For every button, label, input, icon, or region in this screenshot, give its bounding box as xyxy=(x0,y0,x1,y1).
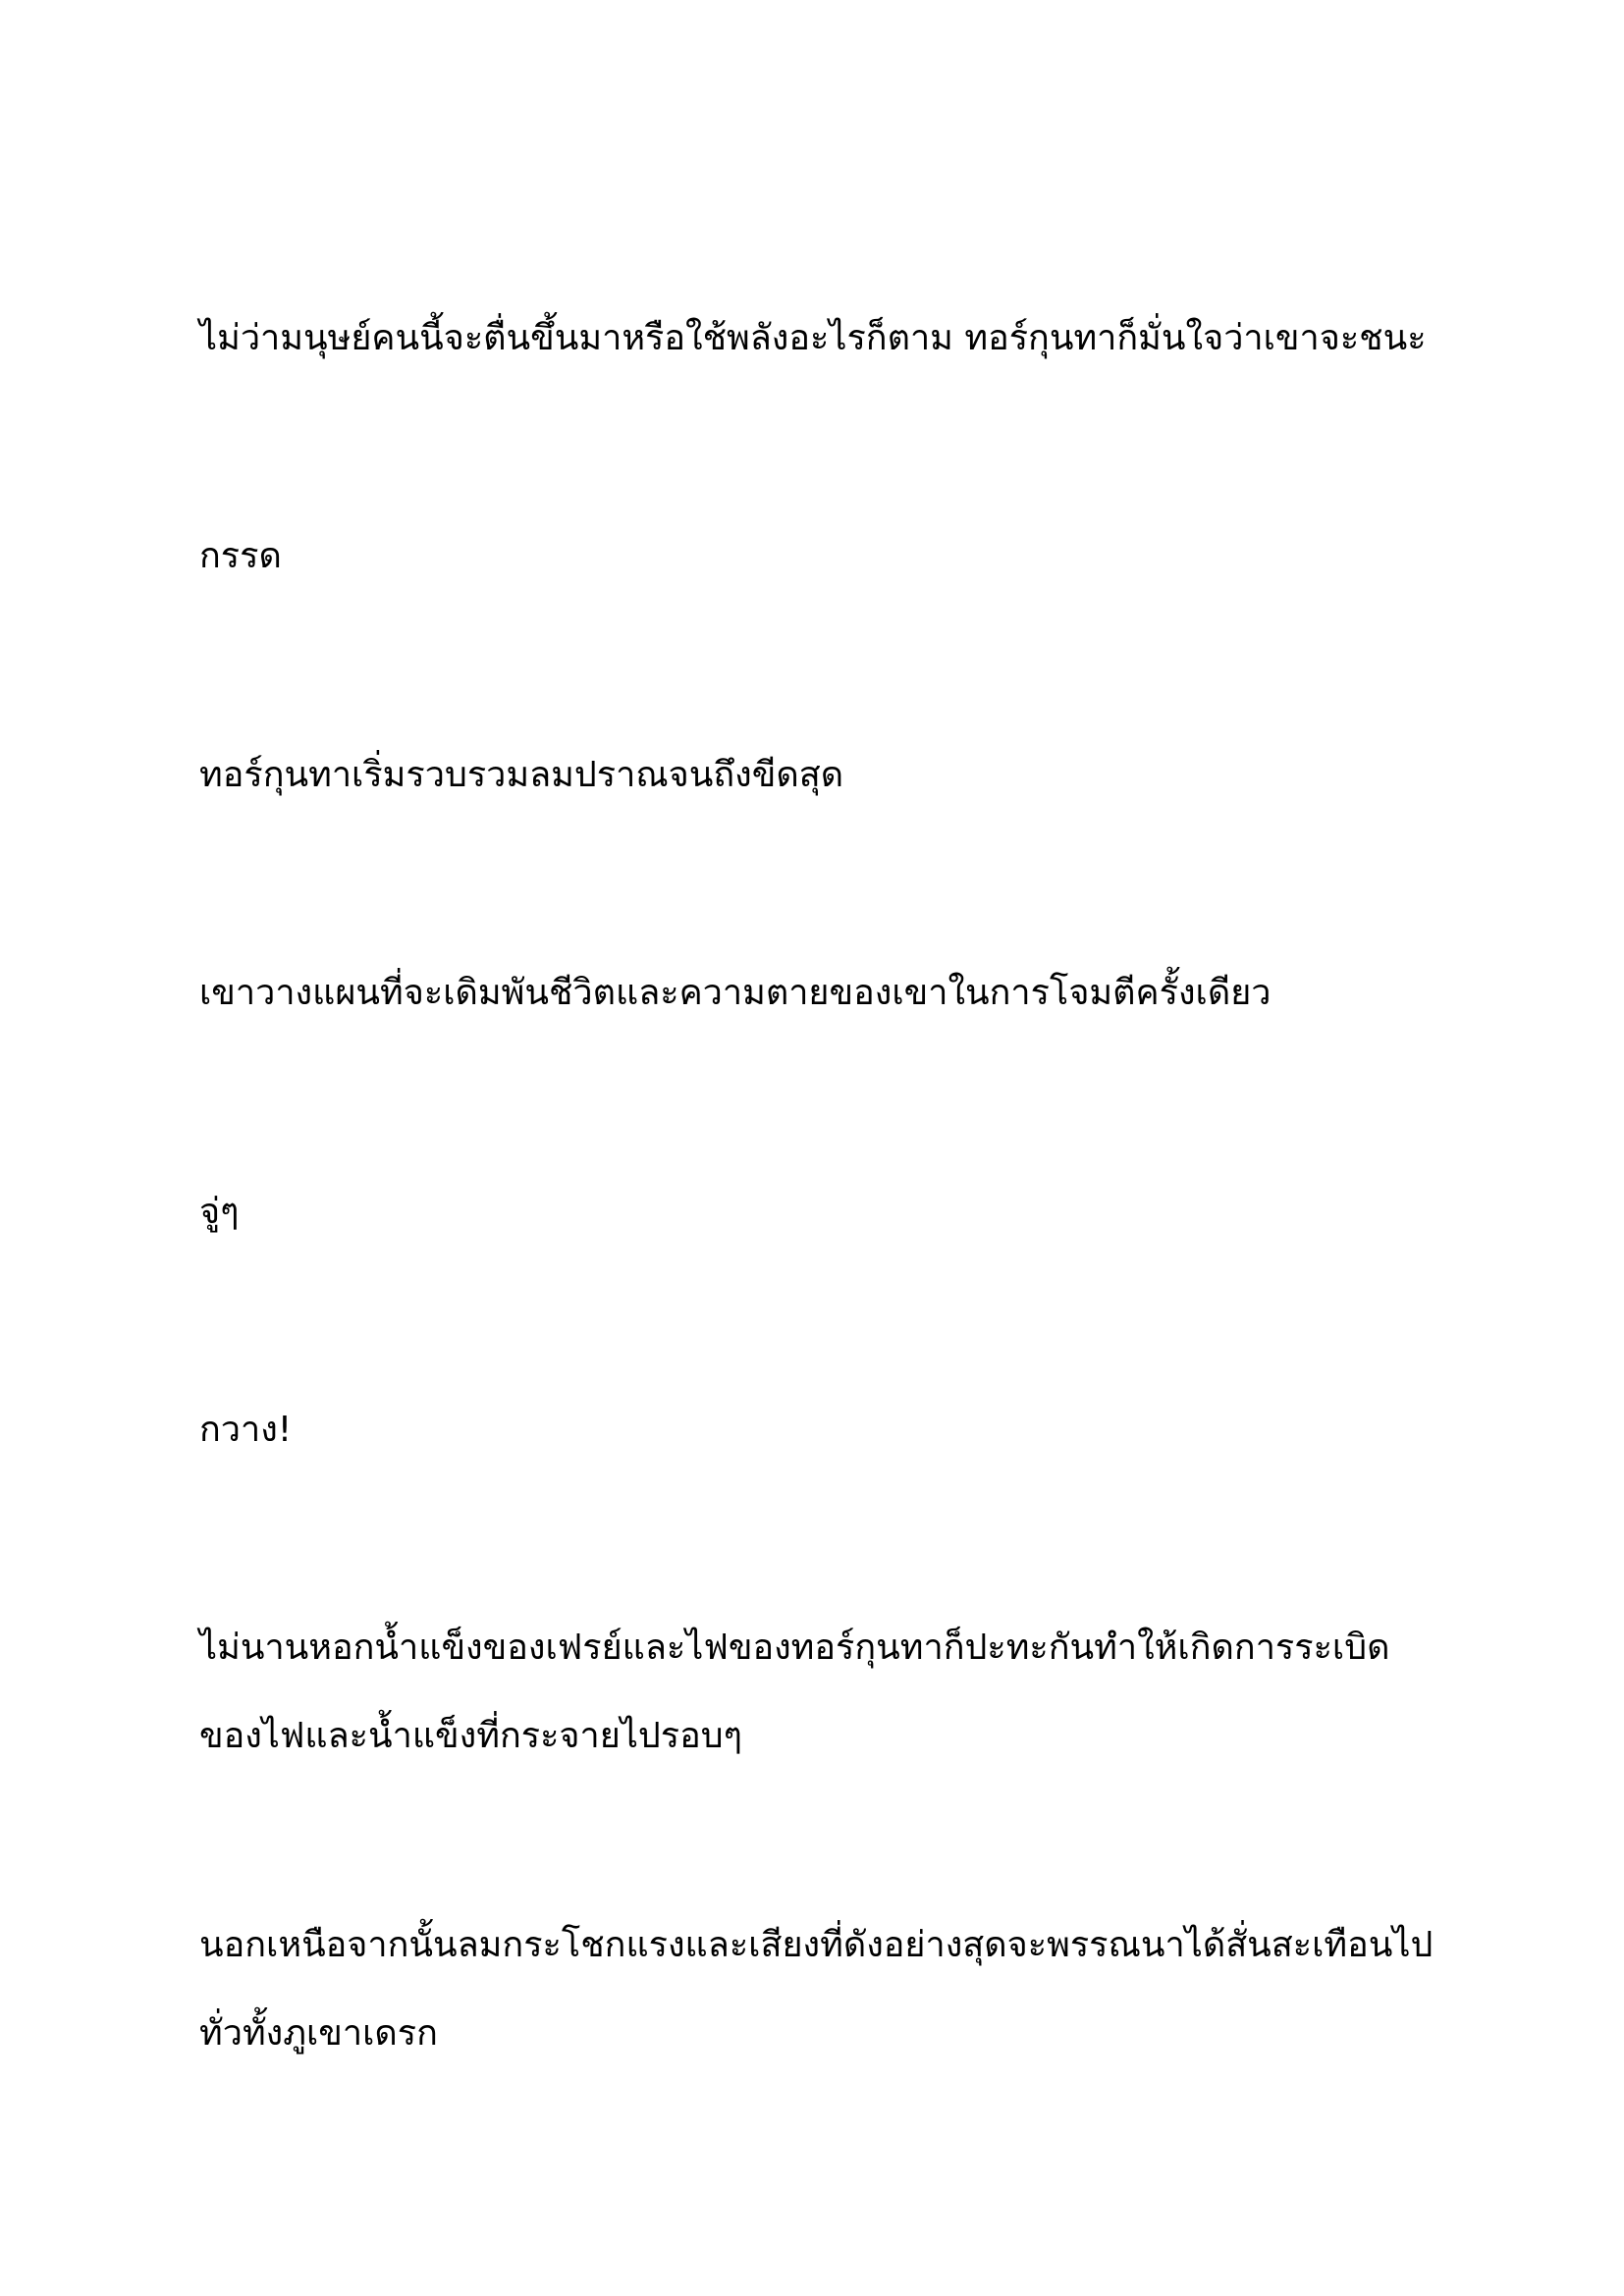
paragraph: ไม่นานหอกน้ำแข็งของเฟรย์และไฟของทอร์กุนทาก็ปะทะกันทำให้เกิดการระเบิดของไฟและน้ำแข็งที่กระจายไปรอบๆ xyxy=(199,1628,1390,1756)
paragraph: กรรด xyxy=(199,536,282,576)
paragraph: เขาวางแผนที่จะเดิมพันชีวิตและความตายของเขาในการโจมตีครั้งเดียว xyxy=(199,973,1272,1013)
paragraph: ไม่ว่ามนุษย์คนนี้จะตื่นขึ้นมาหรือใช้พลังอะไรก็ตาม ทอร์กุนทาก็มั่นใจว่าเขาจะชนะ xyxy=(199,318,1427,358)
paragraph: กวาง! xyxy=(199,1410,293,1450)
paragraph: นอกเหนือจากนั้นลมกระโชกแรงและเสียงที่ดังอย่างสุดจะพรรณนาได้สั่นสะเทือนไปทั่วทั้งภูเขาเดรก xyxy=(199,1925,1434,2054)
paragraph: จู่ๆ xyxy=(199,1192,240,1232)
paragraph: ทอร์กุนทาเริ่มรวบรวมลมปราณจนถึงขีดสุด xyxy=(199,755,844,795)
